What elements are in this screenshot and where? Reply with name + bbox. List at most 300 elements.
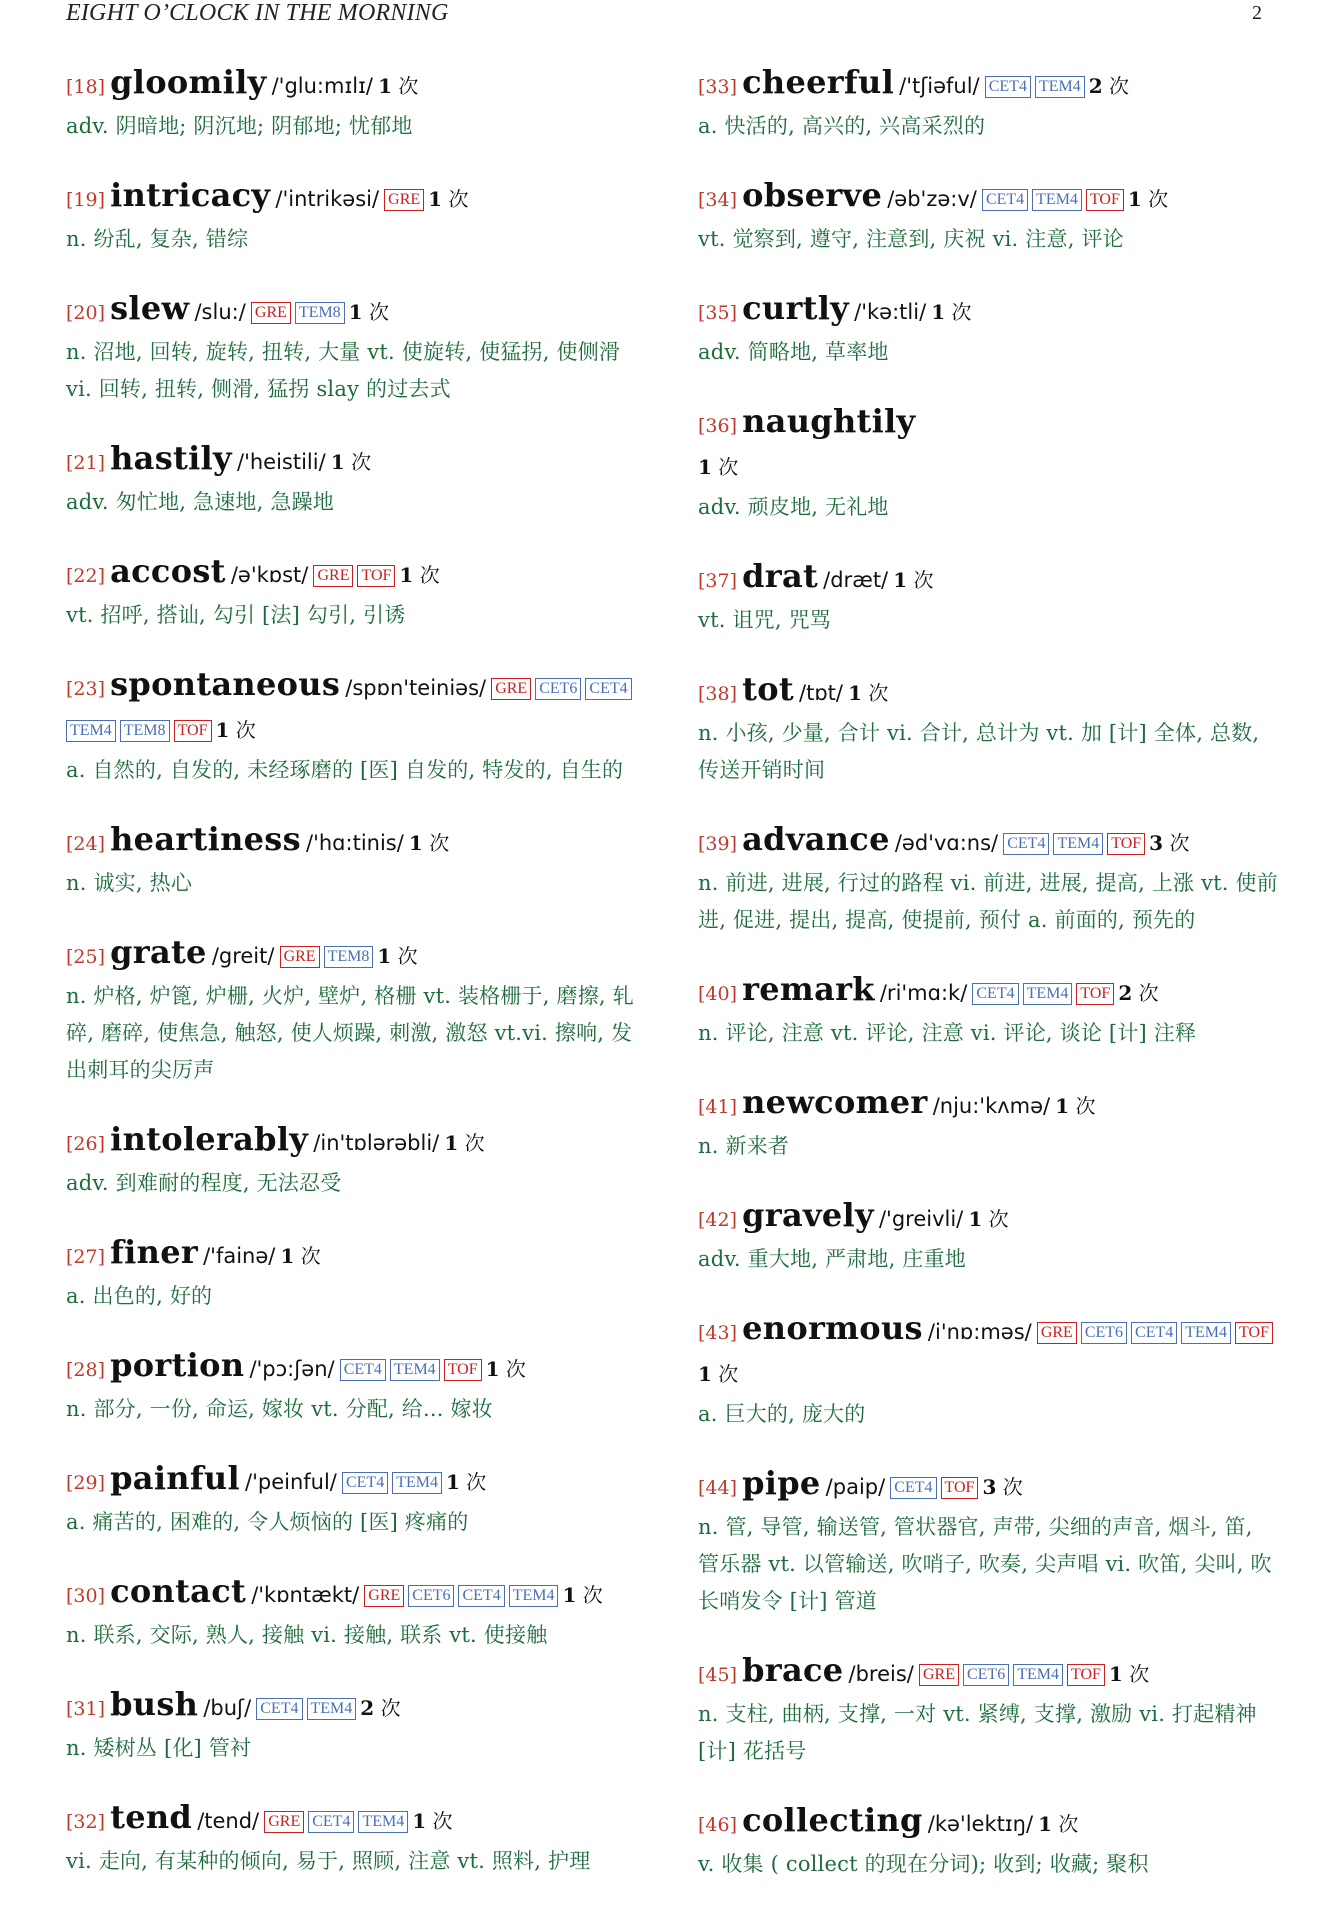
vocab-entry: [698, 175, 1278, 258]
headword: newcomer: [742, 1083, 928, 1121]
entry-head: [66, 1458, 652, 1504]
running-title: EIGHT O’CLOCK IN THE MORNING: [66, 0, 449, 26]
phonetic: /'tʃiəful/: [899, 74, 980, 98]
count-number: 1: [562, 1583, 577, 1607]
headword: tot: [742, 670, 794, 708]
headword: contact: [110, 1572, 247, 1610]
definition: vt. 觉察到, 遵守, 注意到, 庆祝 vi. 注意, 评论: [698, 227, 1124, 251]
count-unit: 次: [582, 1583, 603, 1607]
phonetic: /paip/: [825, 1475, 886, 1499]
occurrence-count: [399, 563, 439, 587]
definition: a. 痛苦的, 困难的, 令人烦恼的 [医] 疼痛的: [66, 1510, 469, 1534]
count-number: 2: [1118, 981, 1133, 1005]
exam-tag: GRE: [313, 565, 353, 587]
occurrence-count: [848, 681, 888, 705]
definition: vi. 走向, 有某种的倾向, 易于, 照顾, 注意 vt. 照料, 护理: [66, 1849, 591, 1873]
headword: remark: [742, 970, 875, 1008]
count-number: 1: [931, 300, 946, 324]
count-number: 1: [428, 187, 443, 211]
vocab-entry: [698, 1650, 1278, 1770]
exam-tag: TOF: [444, 1359, 482, 1381]
entry-head: [66, 932, 652, 978]
vocab-entry: [66, 1458, 652, 1541]
phonetic: /'fainə/: [203, 1244, 276, 1268]
exam-tag: GRE: [384, 189, 424, 211]
definition: n. 矮树丛 [化] 管衬: [66, 1736, 252, 1760]
occurrence-count: [444, 1131, 484, 1155]
vocab-entry: [66, 551, 652, 634]
vocab-entry: [66, 1345, 652, 1428]
page-number: 2: [1252, 2, 1262, 24]
definition: n. 新来者: [698, 1134, 790, 1158]
phonetic: /'intrikəsi/: [275, 187, 380, 211]
count-number: 1: [399, 563, 414, 587]
phonetic: /greit/: [211, 944, 275, 968]
vocab-entry: [698, 819, 1278, 939]
headword: spontaneous: [110, 665, 341, 703]
entry-number: [44]: [698, 1477, 738, 1499]
occurrence-count: [412, 1809, 452, 1833]
count-number: 1: [348, 300, 363, 324]
definition: a. 巨大的, 庞大的: [698, 1402, 866, 1426]
phonetic: /'kɒntækt/: [251, 1583, 360, 1607]
entry-number: [29]: [66, 1472, 106, 1494]
entry-head: [66, 62, 652, 108]
vocab-entry: [66, 819, 652, 902]
occurrence-count: [1109, 1662, 1149, 1686]
exam-tag: TOF: [941, 1477, 979, 1499]
exam-tag: GRE: [919, 1664, 959, 1686]
exam-tag: TEM4: [307, 1698, 357, 1720]
headword: gravely: [742, 1196, 874, 1234]
phonetic: /'greivli/: [878, 1207, 964, 1231]
exam-tag: GRE: [491, 678, 531, 700]
exam-tag: CET4: [1131, 1322, 1177, 1344]
entry-head: [698, 1650, 1278, 1696]
vocab-entry: [66, 288, 652, 408]
exam-tag: CET6: [408, 1585, 454, 1607]
count-number: 1: [1055, 1094, 1070, 1118]
entry-head: [698, 1308, 1278, 1396]
entry-head: [698, 669, 1278, 715]
headword: intricacy: [110, 176, 271, 214]
occurrence-count: [893, 568, 933, 592]
entry-head: [66, 819, 652, 865]
headword: observe: [742, 176, 883, 214]
exam-tag: TEM4: [1023, 983, 1073, 1005]
count-unit: 次: [398, 74, 419, 98]
phonetic: /dræt/: [823, 568, 889, 592]
vocab-entry: [66, 175, 652, 258]
entry-number: [19]: [66, 189, 106, 211]
count-unit: 次: [466, 1470, 487, 1494]
exam-tag: TEM8: [120, 720, 170, 742]
entry-head: [698, 401, 1278, 489]
vocab-entry: [698, 1082, 1278, 1165]
headword: collecting: [742, 1801, 923, 1839]
definition: adv. 重大地, 严肃地, 庄重地: [698, 1247, 966, 1271]
entry-head: [66, 1797, 652, 1843]
vocab-entry: [698, 288, 1278, 371]
occurrence-count: [968, 1207, 1008, 1231]
count-number: 2: [1088, 74, 1103, 98]
headword: gloomily: [110, 63, 267, 101]
count-number: 1: [412, 1809, 427, 1833]
exam-tag: TOF: [174, 720, 212, 742]
entry-number: [37]: [698, 570, 738, 592]
entry-head: [698, 1800, 1278, 1846]
count-number: 1: [485, 1357, 500, 1381]
entry-number: [34]: [698, 189, 738, 211]
phonetic: /tɒt/: [799, 681, 843, 705]
entry-number: [35]: [698, 302, 738, 324]
occurrence-count: [409, 831, 449, 855]
entry-head: [66, 664, 652, 752]
headword: naughtily: [742, 402, 916, 440]
occurrence-count: [428, 187, 468, 211]
count-number: 3: [1149, 831, 1164, 855]
definition: n. 管, 导管, 输送管, 管状器官, 声带, 尖细的声音, 烟斗, 笛, 管乐器 vt. 以管输送, 吹哨子, 吹奏, 尖声唱 vi. 吹笛, 尖叫, 吹长哨发令 [计] 管道: [698, 1515, 1272, 1613]
entry-head: [698, 819, 1278, 865]
vocab-entry: [698, 1195, 1278, 1278]
count-unit: 次: [1002, 1475, 1023, 1499]
exam-tag: TEM8: [324, 946, 374, 968]
vocab-entry: [698, 969, 1278, 1052]
count-number: 1: [445, 1470, 460, 1494]
entry-head: [698, 1082, 1278, 1128]
entry-head: [66, 1684, 652, 1730]
count-unit: 次: [913, 568, 934, 592]
definition: vt. 招呼, 搭讪, 勾引 [法] 勾引, 引诱: [66, 603, 406, 627]
exam-tag: CET4: [458, 1585, 504, 1607]
occurrence-count: [698, 1362, 738, 1386]
headword: hastily: [110, 439, 232, 477]
phonetic: /kə'lektɪŋ/: [927, 1812, 1034, 1836]
entry-number: [18]: [66, 76, 106, 98]
entry-number: [25]: [66, 946, 106, 968]
count-number: 1: [408, 831, 423, 855]
exam-tag: CET6: [963, 1664, 1009, 1686]
entry-number: [45]: [698, 1664, 738, 1686]
count-number: 1: [893, 568, 908, 592]
exam-tag: GRE: [1037, 1322, 1077, 1344]
headword: painful: [110, 1459, 240, 1497]
definition: n. 沼地, 回转, 旋转, 扭转, 大量 vt. 使旋转, 使猛拐, 使侧滑 vi. 回转, 扭转, 侧滑, 猛拐 slay 的过去式: [66, 340, 621, 401]
occurrence-count: [216, 718, 256, 742]
count-unit: 次: [1169, 831, 1190, 855]
exam-tag: GRE: [251, 302, 291, 324]
vocab-entry: [698, 62, 1278, 145]
phonetic: /slu:/: [194, 300, 246, 324]
phonetic: /'hɑ:tinis/: [306, 831, 404, 855]
count-number: 1: [1038, 1812, 1053, 1836]
definition: adv. 顽皮地, 无礼地: [698, 495, 889, 519]
entry-number: [33]: [698, 76, 738, 98]
count-unit: 次: [235, 718, 256, 742]
exam-tag: TEM4: [390, 1359, 440, 1381]
count-unit: 次: [429, 831, 450, 855]
count-unit: 次: [1075, 1094, 1096, 1118]
count-number: 1: [215, 718, 230, 742]
entry-number: [43]: [698, 1322, 738, 1344]
definition: adv. 到难耐的程度, 无法忍受: [66, 1171, 342, 1195]
entry-number: [20]: [66, 302, 106, 324]
exam-tag: CET4: [982, 189, 1028, 211]
phonetic: /buʃ/: [203, 1696, 252, 1720]
phonetic: /ri'mɑ:k/: [879, 981, 968, 1005]
headword: accost: [110, 552, 226, 590]
exam-tag: GRE: [280, 946, 320, 968]
definition: adv. 简略地, 草率地: [698, 340, 889, 364]
exam-tag: CET4: [1003, 833, 1049, 855]
occurrence-count: [486, 1357, 526, 1381]
exam-tag: TEM8: [295, 302, 345, 324]
count-number: 1: [698, 455, 712, 479]
vocab-entry: [698, 1800, 1278, 1883]
entry-number: [26]: [66, 1133, 106, 1155]
entry-number: [46]: [698, 1814, 738, 1836]
headword: heartiness: [110, 820, 301, 858]
entry-number: [42]: [698, 1209, 738, 1231]
definition: n. 评论, 注意 vt. 评论, 注意 vi. 评论, 谈论 [计] 注释: [698, 1021, 1197, 1045]
occurrence-count: [349, 300, 389, 324]
vocab-entry: [66, 438, 652, 521]
definition: a. 出色的, 好的: [66, 1284, 213, 1308]
entry-number: [41]: [698, 1096, 738, 1118]
count-number: 3: [982, 1475, 997, 1499]
occurrence-count: [1128, 187, 1168, 211]
count-unit: 次: [1138, 981, 1159, 1005]
exam-tag: TEM4: [66, 720, 116, 742]
definition: n. 支柱, 曲柄, 支撑, 一对 vt. 紧缚, 支撑, 激励 vi. 打起精神 [计] 花括号: [698, 1702, 1257, 1763]
vocab-entry: [66, 1797, 652, 1880]
entry-head: [66, 438, 652, 484]
exam-tag: CET4: [985, 76, 1031, 98]
entry-head: [698, 556, 1278, 602]
exam-tag: GRE: [264, 1811, 304, 1833]
phonetic: /breis/: [848, 1662, 914, 1686]
count-number: 1: [280, 1244, 295, 1268]
entry-number: [38]: [698, 683, 738, 705]
vocab-entry: [66, 1232, 652, 1315]
occurrence-count: [982, 1475, 1022, 1499]
occurrence-count: [1118, 981, 1158, 1005]
occurrence-count: [1055, 1094, 1095, 1118]
exam-tag: CET6: [1081, 1322, 1127, 1344]
headword: tend: [110, 1798, 193, 1836]
exam-tag: TOF: [1107, 833, 1145, 855]
phonetic: /əd'vɑ:ns/: [894, 831, 999, 855]
count-number: 2: [360, 1696, 375, 1720]
entry-head: [698, 175, 1278, 221]
exam-tag: TEM4: [1032, 189, 1082, 211]
headword: slew: [110, 289, 190, 327]
exam-tag: CET4: [342, 1472, 388, 1494]
vocab-entry: [66, 932, 652, 1089]
occurrence-count: [562, 1583, 602, 1607]
entry-number: [39]: [698, 833, 738, 855]
entry-number: [27]: [66, 1246, 106, 1268]
entry-head: [66, 551, 652, 597]
entry-number: [22]: [66, 565, 106, 587]
exam-tag: TOF: [1235, 1322, 1273, 1344]
left-column: [66, 62, 652, 1910]
occurrence-count: [378, 74, 418, 98]
definition: n. 联系, 交际, 熟人, 接触 vi. 接触, 联系 vt. 使接触: [66, 1623, 548, 1647]
exam-tag: CET4: [890, 1477, 936, 1499]
occurrence-count: [377, 944, 417, 968]
count-number: 1: [1108, 1662, 1123, 1686]
occurrence-count: [1089, 74, 1129, 98]
headword: enormous: [742, 1309, 923, 1347]
occurrence-count: [446, 1470, 486, 1494]
phonetic: /in'tɒlərəbli/: [313, 1131, 440, 1155]
count-unit: 次: [380, 1696, 401, 1720]
entry-number: [21]: [66, 452, 106, 474]
entry-head: [66, 1345, 652, 1391]
exam-tag: TEM4: [1013, 1664, 1063, 1686]
entry-number: [23]: [66, 678, 106, 700]
definition: vt. 诅咒, 咒骂: [698, 608, 832, 632]
definition: adv. 阴暗地; 阴沉地; 阴郁地; 忧郁地: [66, 114, 413, 138]
headword: advance: [742, 820, 890, 858]
page-header: [66, 0, 1262, 28]
count-unit: 次: [505, 1357, 526, 1381]
phonetic: /i'nɒ:məs/: [927, 1320, 1032, 1344]
phonetic: /nju:'kʌmə/: [932, 1094, 1051, 1118]
count-number: 1: [444, 1131, 459, 1155]
entry-head: [66, 1232, 652, 1278]
count-number: 1: [848, 681, 862, 705]
definition: n. 小孩, 少量, 合计 vi. 合计, 总计为 vt. 加 [计] 全体, 总数, 传送开销时间: [698, 721, 1260, 782]
vocab-entry: [698, 669, 1278, 789]
vocab-entry: [698, 1463, 1278, 1620]
count-unit: 次: [868, 681, 889, 705]
phonetic: /'peinful/: [245, 1470, 337, 1494]
exam-tag: CET6: [535, 678, 581, 700]
vocab-entry: [698, 556, 1278, 639]
entry-number: [28]: [66, 1359, 106, 1381]
entry-number: [31]: [66, 1698, 106, 1720]
entry-head: [698, 62, 1278, 108]
occurrence-count: [280, 1244, 320, 1268]
headword: intolerably: [110, 1120, 309, 1158]
count-unit: 次: [300, 1244, 321, 1268]
definition: a. 自然的, 自发的, 未经琢磨的 [医] 自发的, 特发的, 自生的: [66, 758, 624, 782]
exam-tag: CET4: [972, 983, 1018, 1005]
entry-head: [66, 1119, 652, 1165]
vocab-entry: [66, 1571, 652, 1654]
headword: finer: [110, 1233, 199, 1271]
count-number: 1: [378, 74, 392, 98]
definition: n. 前进, 进展, 行过的路程 vi. 前进, 进展, 提高, 上涨 vt. 使前进, 促进, 提出, 提高, 使提前, 预付 a. 前面的, 预先的: [698, 871, 1278, 932]
definition: v. 收集 ( collect 的现在分词); 收到; 收藏; 聚积: [698, 1852, 1149, 1876]
vocab-entry: [66, 1684, 652, 1767]
definition: n. 部分, 一份, 命运, 嫁妆 vt. 分配, 给... 嫁妆: [66, 1397, 493, 1421]
phonetic: /ə'kɒst/: [230, 563, 309, 587]
occurrence-count: [1149, 831, 1189, 855]
count-unit: 次: [1058, 1812, 1079, 1836]
entry-head: [698, 969, 1278, 1015]
vocab-entry: [66, 1119, 652, 1202]
occurrence-count: [698, 455, 738, 479]
phonetic: /'kə:tli/: [854, 300, 927, 324]
exam-tag: CET4: [256, 1698, 302, 1720]
entry-head: [698, 1195, 1278, 1241]
entry-head: [698, 288, 1278, 334]
exam-tag: TEM4: [358, 1811, 408, 1833]
count-unit: 次: [368, 300, 389, 324]
exam-tag: TOF: [1086, 189, 1124, 211]
headword: drat: [742, 557, 819, 595]
entry-number: [30]: [66, 1585, 106, 1607]
headword: brace: [742, 1651, 844, 1689]
phonetic: /tend/: [197, 1809, 260, 1833]
entry-number: [36]: [698, 415, 738, 437]
entry-head: [698, 1463, 1278, 1509]
exam-tag: TEM4: [1035, 76, 1085, 98]
vocab-entry: [66, 664, 652, 789]
phonetic: /spɒn'teiniəs/: [345, 676, 487, 700]
count-unit: 次: [988, 1207, 1009, 1231]
occurrence-count: [360, 1696, 400, 1720]
definition: n. 诚实, 热心: [66, 871, 193, 895]
count-unit: 次: [432, 1809, 453, 1833]
definition: n. 纷乱, 复杂, 错综: [66, 227, 249, 251]
headword: bush: [110, 1685, 199, 1723]
count-unit: 次: [1129, 1662, 1150, 1686]
exam-tag: CET4: [585, 678, 631, 700]
exam-tag: TEM4: [509, 1585, 559, 1607]
exam-tag: TOF: [1067, 1664, 1105, 1686]
count-number: 1: [330, 450, 345, 474]
definition: n. 炉格, 炉篦, 炉栅, 火炉, 壁炉, 格栅 vt. 装格栅于, 磨擦, 轧碎, 磨碎, 使焦急, 触怒, 使人烦躁, 刺激, 激怒 vt.vi. 擦响, 发出刺耳的尖厉声: [66, 984, 634, 1082]
count-unit: 次: [419, 563, 440, 587]
exam-tag: TOF: [1076, 983, 1114, 1005]
vocab-entry: [698, 1308, 1278, 1433]
definition: a. 快活的, 高兴的, 兴高采烈的: [698, 114, 986, 138]
count-number: 1: [1127, 187, 1142, 211]
count-unit: 次: [1109, 74, 1130, 98]
count-unit: 次: [351, 450, 372, 474]
count-unit: 次: [448, 187, 469, 211]
phonetic: /'glu:mɪlɪ/: [271, 74, 373, 98]
count-unit: 次: [1148, 187, 1169, 211]
count-unit: 次: [951, 300, 972, 324]
phonetic: /'pɔ:ʃən/: [249, 1357, 335, 1381]
entry-head: [66, 175, 652, 221]
entry-head: [66, 288, 652, 334]
entry-head: [66, 1571, 652, 1617]
exam-tag: TEM4: [1181, 1322, 1231, 1344]
count-unit: 次: [464, 1131, 485, 1155]
phonetic: /əb'zə:v/: [887, 187, 977, 211]
headword: curtly: [742, 289, 850, 327]
exam-tag: CET4: [340, 1359, 386, 1381]
definition: adv. 匆忙地, 急速地, 急躁地: [66, 490, 334, 514]
exam-tag: GRE: [364, 1585, 404, 1607]
occurrence-count: [1038, 1812, 1078, 1836]
right-column: [698, 62, 1278, 1913]
entry-number: [24]: [66, 833, 106, 855]
count-number: 1: [377, 944, 392, 968]
exam-tag: TEM4: [392, 1472, 442, 1494]
occurrence-count: [931, 300, 971, 324]
headword: cheerful: [742, 63, 895, 101]
headword: grate: [110, 933, 207, 971]
phonetic: /'heistili/: [237, 450, 326, 474]
exam-tag: TOF: [357, 565, 395, 587]
